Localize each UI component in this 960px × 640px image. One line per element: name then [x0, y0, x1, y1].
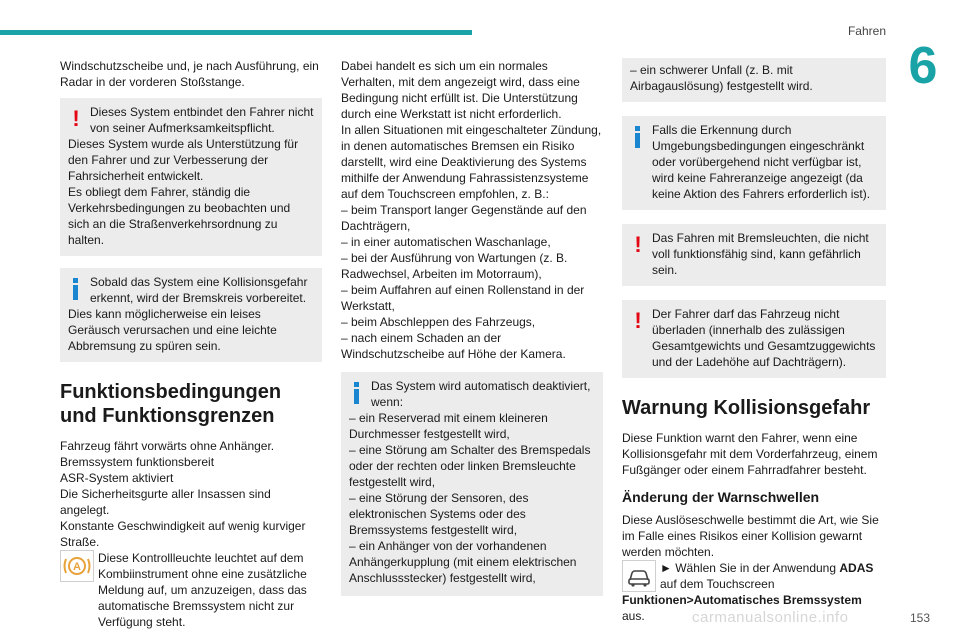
info-box	[341, 372, 603, 596]
info-icon	[632, 126, 644, 150]
intro-text: Windschutzscheibe und, je nach Ausführung, ein Radar in der vorderen Stoßstange.	[60, 59, 319, 89]
page-number: 153	[909, 611, 930, 625]
list-item: – nach einem Schaden an der Windschutzscheibe auf Höhe der Kamera.	[341, 331, 566, 361]
condition-item: Fahrzeug fährt vorwärts ohne Anhänger.	[60, 439, 275, 453]
watermark: carmanualsonline.info	[692, 609, 849, 626]
list-item: – eine Störung am Schalter des Bremspedals oder der rechten oder linken Bremsleuchte festgestellt wird,	[349, 443, 591, 489]
info-text: Dies kann möglicherweise ein leises Geräusch verursachen und eine leichte Abbremsung zu spüren sein.	[68, 307, 277, 353]
section-heading: Warnung Kollisionsgefahr	[622, 397, 871, 419]
svg-text:A: A	[73, 561, 81, 573]
adas-instruction	[622, 560, 886, 592]
info-icon	[351, 382, 363, 406]
paragraph: Diese Auslöseschwelle bestimmt die Art, wie Sie im Falle eines Risikos einer Kollision gewarnt werden möchten.	[622, 513, 879, 559]
paragraph: Diese Funktion warnt den Fahrer, wenn eine Kollisionsgefahr mit dem Vorderfahrzeug, einem Fußgänger oder einem Fahrradfahrer besteht.	[622, 431, 878, 477]
column-1	[60, 58, 322, 630]
instruction-pre: Wählen Sie in der Anwendung	[675, 561, 837, 575]
warning-text: Dieses System entbindet den Fahrer nicht von seiner Aufmerksamkeitspflicht.	[90, 105, 314, 135]
header-accent-bar	[0, 30, 472, 35]
car-adas-icon	[622, 560, 656, 592]
chapter-number: 6	[908, 37, 938, 95]
warning-lamp-note	[60, 550, 322, 630]
section-title: Fahren	[847, 24, 886, 38]
paragraph: In allen Situationen mit eingeschalteter Zündung, in denen automatisches Bremsen ein Risiko darstellt, wird eine Deaktivierung des Systems mithilfe der Anwendung Fahrassistenzsysteme auf dem Touchscreen empfohlen, z. B.:	[341, 123, 602, 201]
exclamation-warning-icon: !	[72, 106, 80, 131]
info-text: Das System wird automatisch deaktiviert, wenn:	[371, 379, 591, 409]
warning-text: Das Fahren mit Bremsleuchten, die nicht voll funktionsfähig sind, kann gefährlich sein.	[652, 231, 869, 277]
condition-item: Die Sicherheitsgurte aller Insassen sind angelegt.	[60, 487, 271, 517]
paragraph: Dabei handelt es sich um ein normales Verhalten, mit dem angezeigt wird, dass eine Bedingung nicht erfüllt ist. Die Unterstützung durch eine Werkstatt ist nicht erforderlich.	[341, 59, 580, 121]
info-text: Sobald das System eine Kollisionsgefahr erkennt, wird der Bremskreis vorbereitet.	[90, 275, 308, 305]
list-item: – beim Transport langer Gegenstände auf den Dachträgern,	[341, 203, 587, 233]
arrow-icon: ►	[660, 561, 672, 575]
warning-text: Der Fahrer darf das Fahrzeug nicht überladen (innerhalb des zulässigen Gesamtgewichts und Gesamtzuggewichts und der Ladehöhe auf Dachträgern).	[652, 307, 876, 369]
condition-item: ASR-System aktiviert	[60, 471, 174, 485]
list-item: – ein Reserverad mit einem kleineren Durchmesser festgestellt wird,	[349, 411, 548, 441]
list-item: – beim Auffahren auf einen Rollenstand in der Werkstatt,	[341, 283, 585, 313]
list-item: – bei der Ausführung von Wartungen (z. B. Radwechsel, Arbeiten im Motorraum),	[341, 251, 568, 281]
list-item: – eine Störung der Sensoren, des elektronischen Systems oder des Bremssystems festgestellt wird,	[349, 491, 529, 537]
column-3	[622, 58, 886, 624]
info-text: Falls die Erkennung durch Umgebungsbedingungen eingeschränkt oder vorübergehend nicht verfügbar ist, wird keine Fahreranzeige angezeigt (da keine Aktion des Fahrers erforderlich ist).	[652, 123, 871, 201]
menu-path: Funktionen>Automatisches Bremssystem	[622, 593, 862, 607]
exclamation-warning-icon: !	[634, 308, 642, 333]
list-item: – ein schwerer Unfall (z. B. mit Airbagauslösung) festgestellt wird.	[630, 63, 813, 93]
instruction-text	[622, 560, 886, 592]
instruction-mid: auf dem Touchscreen	[660, 577, 775, 591]
column-2	[341, 58, 603, 596]
list-item: – beim Abschleppen des Fahrzeugs,	[341, 315, 536, 329]
list-item: – in einer automatischen Waschanlage,	[341, 235, 551, 249]
warning-box	[622, 300, 886, 378]
exclamation-warning-icon: !	[634, 232, 642, 257]
warning-box	[60, 98, 322, 256]
info-icon	[70, 278, 82, 302]
info-box	[60, 268, 322, 362]
lamp-text: Diese Kontrollleuchte leuchtet auf dem Kombiinstrument ohne eine zusätzliche Meldung auf, um anzuzeigen, dass das automatische Bremssystem nicht zur Verfügung steht.	[98, 551, 307, 629]
sub-heading: Änderung der Warnschwellen	[622, 489, 820, 505]
warning-box	[622, 224, 886, 286]
collision-warning-lamp-icon	[60, 550, 94, 582]
list-item: – ein Anhänger von der vorhandenen Anhängerkupplung (mit einem elektrischen Anschlussstecker) festgestellt wird,	[349, 539, 577, 585]
condition-item: Bremssystem funktionsbereit	[60, 455, 215, 469]
app-name: ADAS	[839, 561, 874, 575]
info-box	[622, 116, 886, 210]
section-heading: Funktionsbedingungen und Funktionsgrenzen	[60, 381, 282, 427]
warning-text: Es obliegt dem Fahrer, ständig die Verkehrsbedingungen zu beobachten und sich an die Straßenverkehrsordnung zu halten.	[68, 185, 291, 247]
warning-text: Dieses System wurde als Unterstützung für den Fahrer und zur Verbesserung der Fahrsicherheit entwickelt.	[68, 137, 299, 183]
info-box-continued	[622, 58, 886, 102]
condition-item: Konstante Geschwindigkeit auf wenig kurviger Straße.	[60, 519, 306, 549]
instruction-end: aus.	[622, 609, 645, 623]
